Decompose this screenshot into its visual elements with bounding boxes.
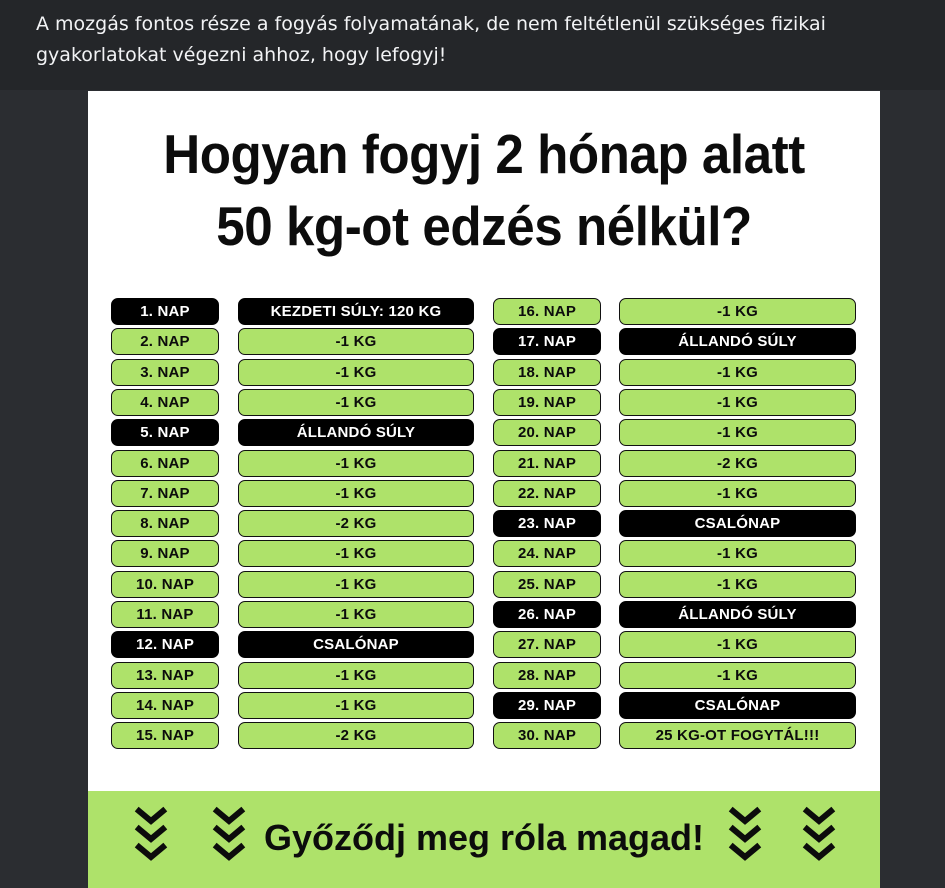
day-label: 8. NAP (111, 510, 219, 537)
day-label: 12. NAP (111, 631, 219, 658)
post-caption (0, 0, 945, 90)
day-label: 4. NAP (111, 389, 219, 416)
day-value: -1 KG (238, 359, 474, 386)
day-label: 24. NAP (493, 540, 601, 567)
day-label: 27. NAP (493, 631, 601, 658)
day-label: 2. NAP (111, 328, 219, 355)
day-value: ÁLLANDÓ SÚLY (238, 419, 474, 446)
day-value: -1 KG (619, 662, 856, 689)
day-label: 19. NAP (493, 389, 601, 416)
day-value: -2 KG (238, 510, 474, 537)
banner-text: Győződj meg róla magad! (263, 817, 705, 858)
day-label: 23. NAP (493, 510, 601, 537)
day-value: -1 KG (619, 571, 856, 598)
day-value: -2 KG (238, 722, 474, 749)
day-value: -1 KG (238, 389, 474, 416)
day-value: -1 KG (619, 359, 856, 386)
caption-line-1: A mozgás fontos része a fogyás folyamatának, de nem feltétlenül szükséges fizikai (36, 13, 826, 35)
day-value: -1 KG (238, 540, 474, 567)
title-line-1: Hogyan fogyj 2 hónap alatt (163, 123, 805, 185)
day-value: -1 KG (238, 480, 474, 507)
image-title (116, 118, 853, 262)
triple-chevron-down-icon (802, 805, 836, 869)
day-label: 9. NAP (111, 540, 219, 567)
day-label: 10. NAP (111, 571, 219, 598)
day-value: CSALÓNAP (619, 692, 856, 719)
day-value: -1 KG (238, 328, 474, 355)
day-label: 28. NAP (493, 662, 601, 689)
day-label: 13. NAP (111, 662, 219, 689)
day-value: -1 KG (619, 389, 856, 416)
day-value: -1 KG (238, 662, 474, 689)
day-value: ÁLLANDÓ SÚLY (619, 601, 856, 628)
day-value: -1 KG (238, 571, 474, 598)
day-label: 17. NAP (493, 328, 601, 355)
day-label: 22. NAP (493, 480, 601, 507)
day-value: ÁLLANDÓ SÚLY (619, 328, 856, 355)
day-label: 7. NAP (111, 480, 219, 507)
day-value: 25 KG-OT FOGYTÁL!!! (619, 722, 856, 749)
post-image[interactable] (88, 91, 880, 888)
day-label: 11. NAP (111, 601, 219, 628)
day-label: 26. NAP (493, 601, 601, 628)
day-value: -1 KG (238, 601, 474, 628)
day-label: 1. NAP (111, 298, 219, 325)
day-value: KEZDETI SÚLY: 120 KG (238, 298, 474, 325)
day-value: -1 KG (619, 631, 856, 658)
day-label: 16. NAP (493, 298, 601, 325)
day-label: 5. NAP (111, 419, 219, 446)
day-label: 18. NAP (493, 359, 601, 386)
cta-banner (88, 791, 880, 888)
day-label: 3. NAP (111, 359, 219, 386)
day-value: CSALÓNAP (238, 631, 474, 658)
day-value: -1 KG (238, 450, 474, 477)
day-label: 15. NAP (111, 722, 219, 749)
day-value: -1 KG (619, 419, 856, 446)
day-value: -1 KG (619, 298, 856, 325)
day-label: 21. NAP (493, 450, 601, 477)
title-line-2: 50 kg-ot edzés nélkül? (216, 195, 752, 257)
caption-line-2: gyakorlatokat végezni ahhoz, hogy lefogyj! (36, 44, 447, 66)
day-label: 14. NAP (111, 692, 219, 719)
day-label: 6. NAP (111, 450, 219, 477)
day-value: -1 KG (619, 480, 856, 507)
day-label: 29. NAP (493, 692, 601, 719)
day-value: -1 KG (619, 540, 856, 567)
day-label: 20. NAP (493, 419, 601, 446)
day-label: 25. NAP (493, 571, 601, 598)
day-value: CSALÓNAP (619, 510, 856, 537)
day-value: -2 KG (619, 450, 856, 477)
day-label: 30. NAP (493, 722, 601, 749)
day-value: -1 KG (238, 692, 474, 719)
triple-chevron-down-icon (728, 805, 762, 869)
